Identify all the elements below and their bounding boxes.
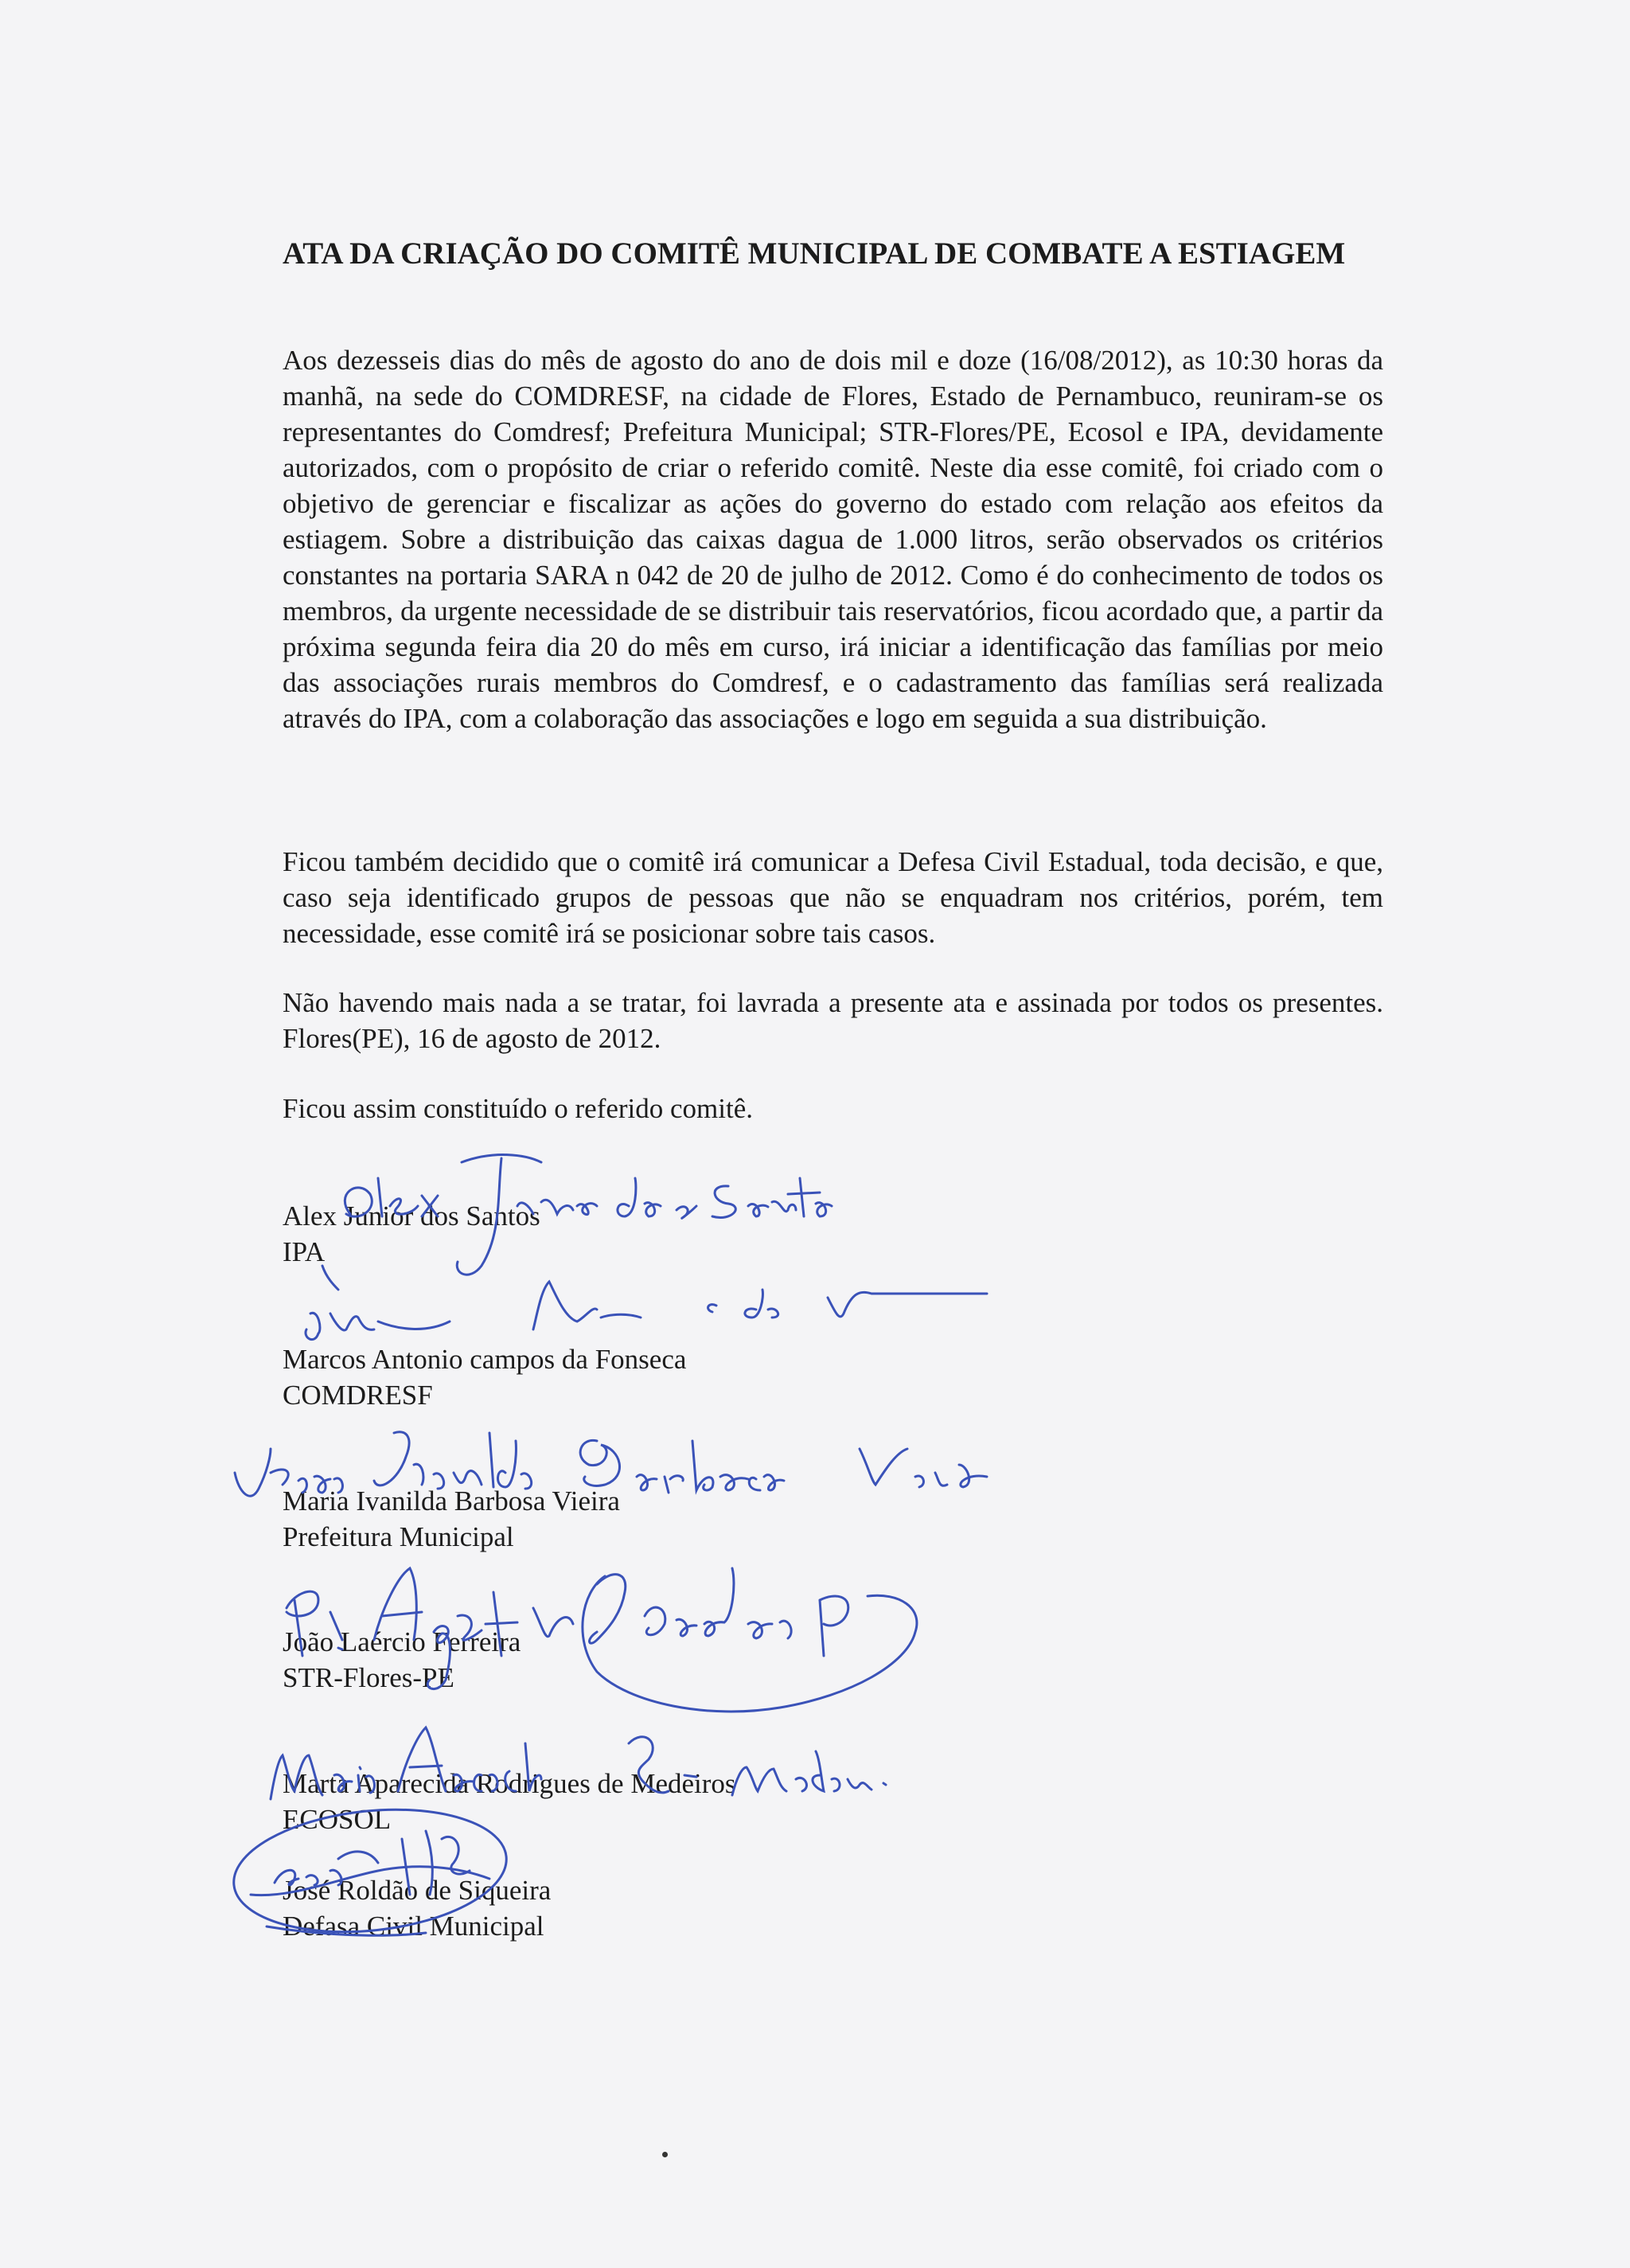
page-mark-dot — [662, 2152, 668, 2157]
signatory-comdresf — [283, 1341, 686, 1413]
signatory-org: Defasa Civil Municipal — [283, 1911, 544, 1942]
signatory-name: Alex Junior dos Santos — [283, 1200, 540, 1232]
signatory-ipa — [283, 1198, 540, 1270]
signatory-str — [283, 1624, 521, 1696]
paragraph-civil-defense: Ficou também decidido que o comitê irá comunicar a Defesa Civil Estadual, toda decisão, e que, caso seja identificado grupos de pessoas que não se enquadram nos critérios, porém, tem necessidade, esse comitê irá se posicionar sobre tais casos. — [283, 846, 1383, 949]
signatory-name: Maria Ivanilda Barbosa Vieira — [283, 1485, 620, 1517]
paragraph-constitution: Ficou assim constituído o referido comitê. — [283, 1093, 754, 1124]
signatory-name: Marta Aparecida Rodrigues de Medeiros — [283, 1768, 736, 1799]
paragraph-closing: Não havendo mais nada a se tratar, foi lavrada a presente ata e assinada por todos os presentes. Flores(PE), 16 de agosto de 2012. — [283, 987, 1383, 1054]
signatory-org: STR-Flores-PE — [283, 1662, 454, 1693]
signatory-prefeitura — [283, 1483, 620, 1555]
signatory-name: Marcos Antonio campos da Fonseca — [283, 1344, 687, 1375]
signatory-defesa-civil — [283, 1872, 551, 1944]
signatory-name: João Laércio Ferreira — [283, 1626, 521, 1657]
paragraph-meeting-details: Aos dezesseis dias do mês de agosto do ano de dois mil e doze (16/08/2012), as 10:30 horas da manhã, na sede do COMDRESF, na cidade de Flores, Estado de Pernambuco, reuniram-se os representantes do Comdresf; Prefeitura Municipal; STR-Flores/PE, Ecosol e IPA, devidamente autorizados, com o propósito de criar o referido comitê. Neste dia esse comitê, foi criado com o objetivo de gerenciar e fiscalizar as ações do governo do estado com relação aos efeitos da estiagem. Sobre a distribuição das caixas dagua de 1.000 litros, serão observados os critérios constantes na portaria SARA n 042 de 20 de julho de 2012. Como é do conhecimento de todos os membros, da urgente necessidade de se distribuir tais reservatórios, ficou acordado que, a partir da próxima segunda feira dia 20 do mês em curso, irá iniciar a identificação das famílias por meio das associações rurais membros do Comdresf, e o cadastramento das famílias será realizada através do IPA, com a colaboração das associações e logo em seguida a sua distribuição. — [283, 345, 1383, 734]
signatory-org: Prefeitura Municipal — [283, 1521, 514, 1552]
signatory-org: ECOSOL — [283, 1804, 392, 1835]
signatory-ecosol — [283, 1766, 736, 1837]
signatory-name: José Roldão de Siqueira — [283, 1875, 552, 1906]
signatory-org: IPA — [283, 1236, 326, 1267]
signatory-org: COMDRESF — [283, 1380, 433, 1411]
document-title: ATA DA CRIAÇÃO DO COMITÊ MUNICIPAL DE COMBATE A ESTIAGEM — [283, 236, 1346, 271]
